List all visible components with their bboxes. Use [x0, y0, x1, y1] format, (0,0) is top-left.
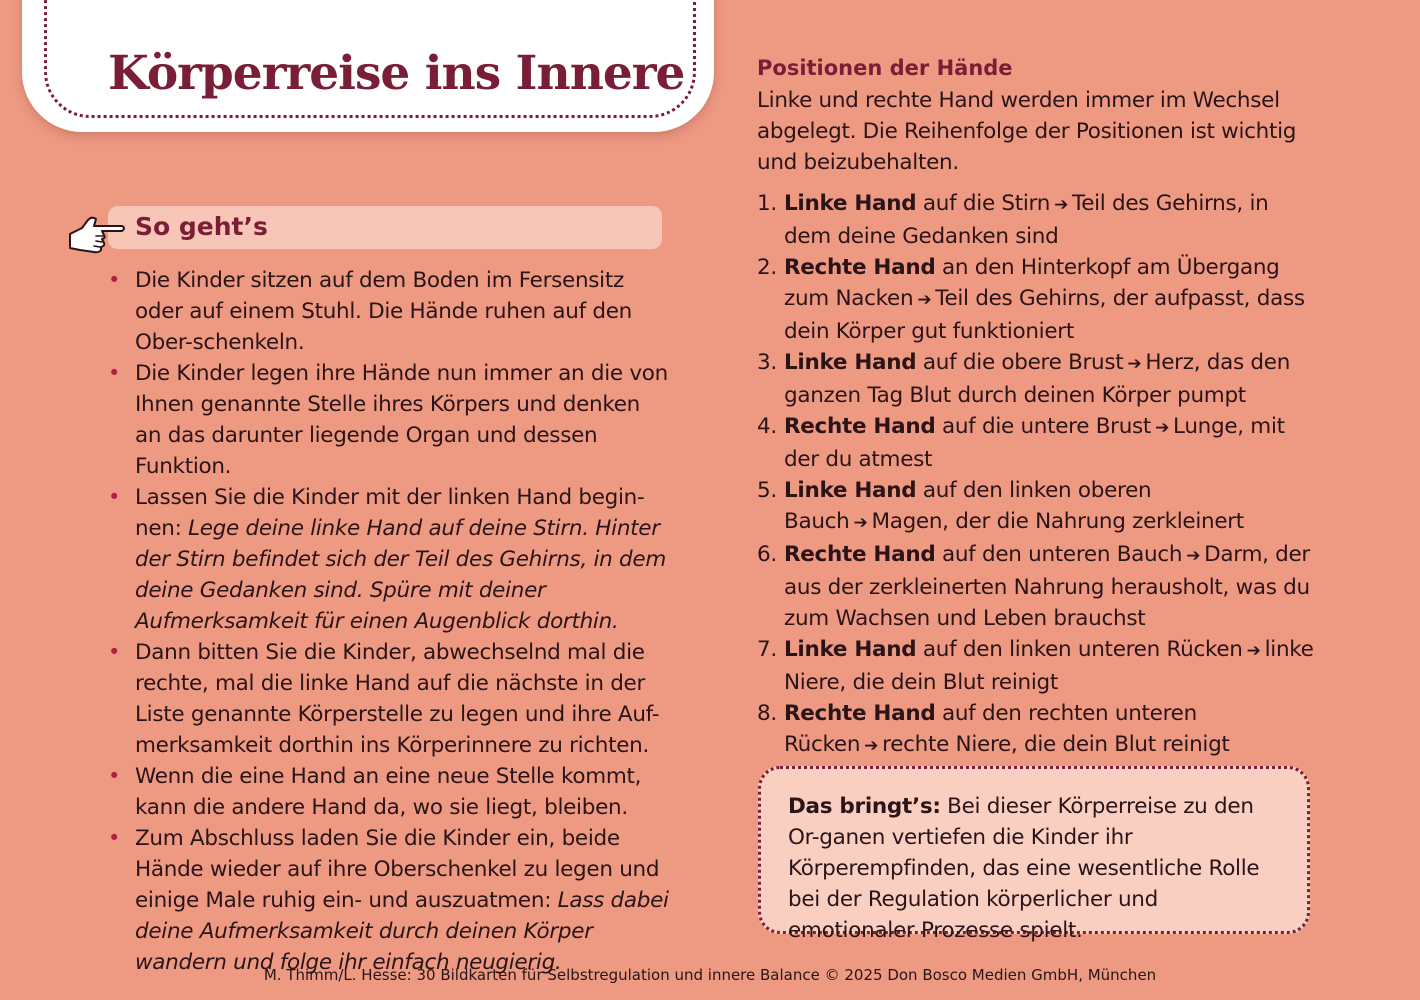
arrow-right-icon: ➔	[917, 290, 932, 310]
position-hand: Linke Hand	[784, 191, 917, 216]
position-meaning: Lunge, mit der du atmest	[784, 414, 1285, 472]
step-text: Zum Abschluss laden Sie die Kinder ein, beide Hände wieder auf ihre Oberschenkel zu legen und einige Male ruhig ein- und auszuatmen:	[135, 826, 660, 913]
step-quote: Lege deine linke Hand auf deine Stirn. Hinter der Stirn befindet sich der Teil des Gehirns, in dem deine Gedanken sind. Spüre mit deiner Aufmerksamkeit für einen Augenblick dorthin.	[135, 516, 666, 634]
footer-credit: M. Thimm/L. Hesse: 30 Bildkarten für Selbstregulation und innere Balance © 2025 Don Bosco Medien GmbH, München	[263, 966, 1157, 984]
position-hand: Rechte Hand	[784, 414, 936, 439]
arrow-right-icon: ➔	[853, 513, 868, 533]
position-item	[757, 252, 1317, 347]
positions-intro: Linke und rechte Hand werden immer im Wechsel abgelegt. Die Reihenfolge der Positionen ist wichtig und beizubehalten.	[757, 88, 1297, 175]
position-item	[757, 411, 1317, 475]
position-meaning: Teil des Gehirns, der aufpasst, dass dein Körper gut funktioniert	[784, 286, 1305, 344]
list-item: • Die Kinder legen ihre Hände nun immer an die von Ihnen genannte Stelle ihres Körpers und denken an das darunter liegende Organ und dessen Funktion.	[108, 361, 668, 479]
position-number: 5.	[757, 478, 777, 503]
benefit-paragraph	[788, 791, 1288, 946]
position-item	[757, 347, 1317, 411]
step-text: Wenn die eine Hand an eine neue Stelle kommt, kann die andere Hand da, wo sie liegt, bleiben.	[135, 764, 642, 820]
position-item	[757, 539, 1317, 634]
position-meaning: linke Niere, die dein Blut reinigt	[784, 637, 1314, 695]
position-number: 3.	[757, 350, 777, 375]
position-place: auf die untere Brust	[941, 414, 1152, 439]
position-meaning: Magen, der die Nahrung zerkleinert	[871, 509, 1244, 534]
list-item: • Dann bitten Sie die Kinder, abwechselnd mal die rechte, mal die linke Hand auf die nächste in der Liste genannte Körperstelle zu legen und ihre Auf-merksamkeit dorthin ins Körperinnere zu richten.	[108, 640, 660, 758]
list-item: • Wenn die eine Hand an eine neue Stelle kommt, kann die andere Hand da, wo sie liegt, bleiben.	[108, 764, 642, 820]
title-card	[22, 0, 714, 132]
arrow-right-icon: ➔	[1155, 418, 1170, 438]
step-text: Dann bitten Sie die Kinder, abwechselnd mal die rechte, mal die linke Hand auf die nächste in der Liste genannte Körperstelle zu legen und ihre Auf-merksamkeit dorthin ins Körperinnere zu richten.	[135, 640, 660, 758]
position-hand: Rechte Hand	[784, 255, 936, 280]
position-hand: Rechte Hand	[784, 701, 936, 726]
howto-steps-list	[106, 265, 672, 978]
page-title: Körperreise ins Innere	[108, 46, 685, 101]
arrow-right-icon: ➔	[864, 736, 879, 756]
position-hand: Rechte Hand	[784, 542, 936, 567]
list-item: • Die Kinder sitzen auf dem Boden im Fersensitz oder auf einem Stuhl. Die Hände ruhen auf den Ober-schenkeln.	[108, 268, 632, 355]
position-meaning: Teil des Gehirns, in dem deine Gedanken sind	[784, 191, 1269, 249]
position-number: 1.	[757, 191, 777, 216]
position-place: auf den unteren Bauch	[941, 542, 1183, 567]
arrow-right-icon: ➔	[1186, 546, 1201, 566]
position-number: 7.	[757, 637, 777, 662]
position-item	[757, 188, 1317, 252]
position-place: auf die obere Brust	[922, 350, 1124, 375]
position-meaning: Darm, der aus der zerkleinerten Nahrung herausholt, was du zum Wachsen und Leben brauchst	[784, 542, 1310, 631]
position-number: 8.	[757, 701, 777, 726]
position-item	[757, 698, 1317, 762]
position-place: an den Hinterkopf am Übergang zum Nacken	[784, 255, 1280, 311]
position-place: auf den rechten unteren Rücken	[784, 701, 1197, 757]
list-item: • Lassen Sie die Kinder mit der linken Hand begin-nen: Lege deine linke Hand auf deine Stirn. Hinter der Stirn befindet sich der Teil des Gehirns, in dem deine Gedanken sind. Spüre mit deiner Aufmerksamkeit für einen Augenblick dorthin.	[108, 485, 666, 634]
howto-header	[108, 206, 662, 249]
position-meaning: rechte Niere, die dein Blut reinigt	[882, 732, 1230, 757]
arrow-right-icon: ➔	[1054, 195, 1069, 215]
pointing-hand-icon	[66, 210, 128, 254]
position-item	[757, 475, 1317, 539]
position-hand: Linke Hand	[784, 637, 917, 662]
position-place: auf die Stirn	[922, 191, 1051, 216]
arrow-right-icon: ➔	[1246, 641, 1261, 661]
step-text: Die Kinder sitzen auf dem Boden im Fersensitz oder auf einem Stuhl. Die Hände ruhen auf den Ober-schenkeln.	[135, 268, 632, 355]
benefit-text: Bei dieser Körperreise zu den Or-ganen vertiefen die Kinder ihr Körperempfinden, das eine wesentliche Rolle bei der Regulation körperlicher und emotionaler Prozesse spielt.	[788, 794, 1260, 943]
position-number: 2.	[757, 255, 777, 280]
list-item: • Zum Abschluss laden Sie die Kinder ein, beide Hände wieder auf ihre Oberschenkel zu legen und einige Male ruhig ein- und auszuatmen: Lass dabei deine Aufmerksamkeit durch deinen Körper wandern und folge ihr einfach neugierig.	[108, 826, 669, 975]
position-number: 4.	[757, 414, 777, 439]
howto-heading: So geht’s	[135, 212, 268, 241]
position-place: auf den linken oberen Bauch	[784, 478, 1152, 534]
arrow-right-icon: ➔	[1127, 354, 1142, 374]
position-place: auf den linken unteren Rücken	[922, 637, 1243, 662]
positions-list	[757, 188, 1317, 762]
position-number: 6.	[757, 542, 777, 567]
step-text: Lassen Sie die Kinder mit der linken Hand begin-nen:	[135, 485, 645, 541]
position-item	[757, 634, 1317, 698]
step-quote: Lass dabei deine Aufmerksamkeit durch deinen Körper wandern und folge ihr einfach neugierig.	[135, 888, 669, 975]
positions-heading: Positionen der Hände	[757, 56, 1013, 80]
benefit-label: Das bringt’s:	[788, 794, 941, 819]
position-hand: Linke Hand	[784, 478, 917, 503]
position-meaning: Herz, das den ganzen Tag Blut durch deinen Körper pumpt	[784, 350, 1291, 408]
position-hand: Linke Hand	[784, 350, 917, 375]
benefit-box	[758, 766, 1310, 943]
step-text: Die Kinder legen ihre Hände nun immer an die von Ihnen genannte Stelle ihres Körpers und denken an das darunter liegende Organ und dessen Funktion.	[135, 361, 668, 479]
